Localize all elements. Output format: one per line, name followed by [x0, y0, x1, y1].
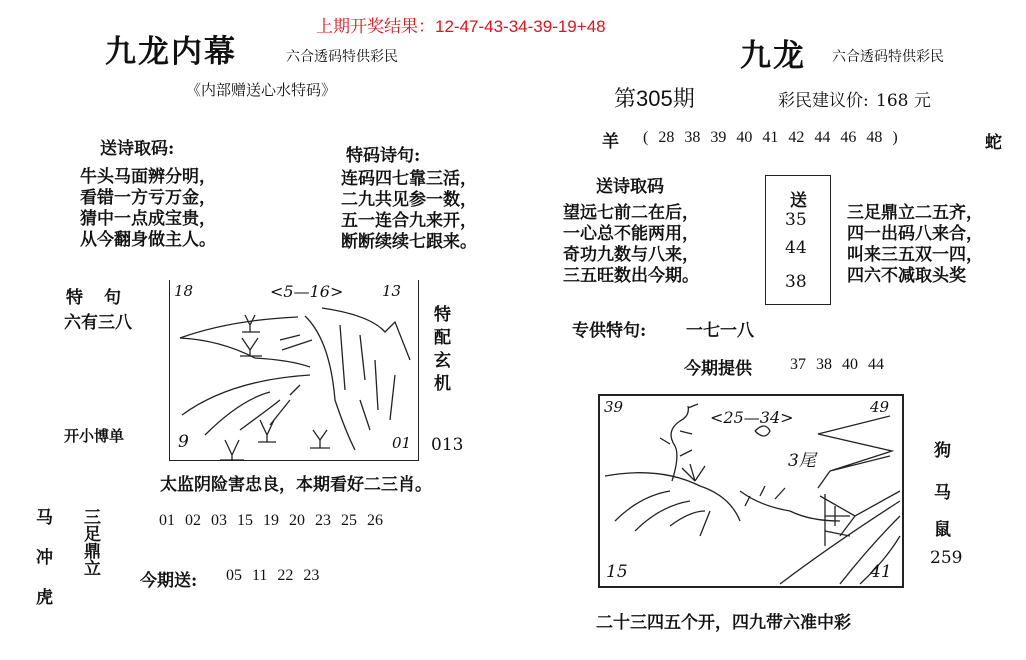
left-subtitle: 六合透码特供彩民 [286, 49, 398, 65]
tail-label: 3尾 [788, 451, 816, 471]
corner-tl-number: 39 [604, 398, 624, 416]
zodiac-1: 狗 [934, 441, 951, 461]
right-title: 九龙 [740, 38, 806, 74]
price-value: 168 元 [876, 91, 931, 111]
poem-line: 一心总不能两用， [563, 224, 699, 244]
price-label: 彩民建议价: [778, 91, 869, 111]
zodiac-2: 马 [934, 483, 951, 503]
right-caption: 二十三四五个开，四九带六准中彩 [596, 613, 851, 633]
zodiac-1: 马 [36, 508, 53, 528]
corner-tl-number: 18 [174, 282, 194, 300]
poem-line: 三足鼎立二五齐， [847, 203, 983, 223]
poem-line: 从今翻身做主人。 [80, 230, 216, 250]
corner-tr-number: 49 [870, 398, 890, 416]
left-title: 九龙内幕 [105, 34, 237, 70]
gift-box [765, 175, 831, 305]
poem-line: 四一出码八来合， [847, 224, 983, 244]
corner-bl-number: 15 [606, 562, 628, 582]
gift-box-label: 送 [790, 191, 807, 211]
poem-line: 望远七前二在后， [563, 203, 699, 223]
right-subtitle: 六合透码特供彩民 [832, 49, 944, 65]
today-gift-numbers: 05 11 22 23 [226, 567, 320, 584]
poem-line: 叫来三五双一四， [847, 245, 983, 265]
today-provide-numbers: 37 38 40 44 [790, 356, 884, 373]
poem-line: 五一连合九来开， [341, 211, 477, 231]
special-value: 六有三八 [64, 313, 132, 333]
right-special-label: 专供特句: [572, 321, 647, 341]
tripod-numbers: 01 02 03 15 19 20 23 25 26 [159, 512, 383, 529]
range-end-zodiac: 蛇 [985, 133, 1002, 153]
poem-line: 奇功九数与八来， [563, 245, 699, 265]
corner-br-number: 41 [870, 562, 892, 582]
right-poem-left [563, 203, 699, 287]
open-small-label: 开小博单 [64, 427, 125, 445]
range-start-zodiac: 羊 [602, 132, 619, 152]
left-sketch-illustration [169, 280, 419, 461]
side-vertical-label: 特配玄机 [430, 305, 450, 397]
zodiac-2: 冲 [36, 548, 53, 568]
zodiac-number: 259 [930, 548, 963, 568]
right-poem-right [847, 203, 983, 287]
zodiac-3: 鼠 [934, 520, 951, 540]
special-label: 特 句 [66, 288, 123, 308]
corner-bl-number: 9 [178, 432, 189, 452]
right-poem-heading: 送诗取码 [596, 177, 664, 197]
poem-line: 猜中一点成宝贵， [80, 209, 216, 229]
poem1-heading: 送诗取码: [100, 139, 175, 159]
poem-line: 牛头马面辨分明， [80, 167, 216, 187]
poem-line: 三五旺数出今期。 [563, 266, 699, 286]
last-result-label: 上期开奖结果： [316, 17, 435, 36]
left-caption: 太监阴险害忠良，本期看好二三肖。 [160, 475, 432, 495]
poem1-body [80, 167, 216, 251]
last-result [316, 12, 606, 37]
gift-number: 44 [785, 238, 807, 258]
poem-line: 连码四七靠三活， [341, 169, 477, 189]
poem-line: 看错一方亏万金， [80, 188, 216, 208]
poem2-heading: 特码诗句: [346, 146, 421, 166]
corner-tr-number: 13 [382, 282, 402, 300]
poem-line: 二九共见参一数， [341, 190, 477, 210]
side-number: 013 [431, 435, 464, 455]
tripod-vertical-label: 三足鼎立 [80, 508, 100, 576]
right-special-value: 一七一八 [686, 321, 754, 341]
today-provide-label: 今期提供 [684, 359, 752, 379]
poem-line: 四六不减取头奖 [847, 266, 966, 286]
range-label: <5—16> [270, 282, 344, 301]
range-numbers: ( 28 38 39 40 41 42 44 46 48 ) [643, 129, 898, 146]
inner-gift-label: 《内部赠送心水特码》 [186, 81, 337, 99]
gift-number: 35 [785, 210, 807, 230]
poem2-body [341, 169, 477, 253]
issue-number: 第305期 [614, 86, 695, 111]
today-gift-label: 今期送: [140, 571, 198, 591]
poem-line: 断断续续七跟来。 [341, 232, 477, 252]
last-result-numbers: 12-47-43-34-39-19+48 [435, 17, 606, 36]
corner-br-number: 01 [392, 434, 412, 452]
zodiac-3: 虎 [36, 588, 53, 608]
range-label: <25—34> [710, 408, 794, 427]
gift-number: 38 [785, 272, 807, 292]
right-sketch-illustration [598, 394, 904, 588]
